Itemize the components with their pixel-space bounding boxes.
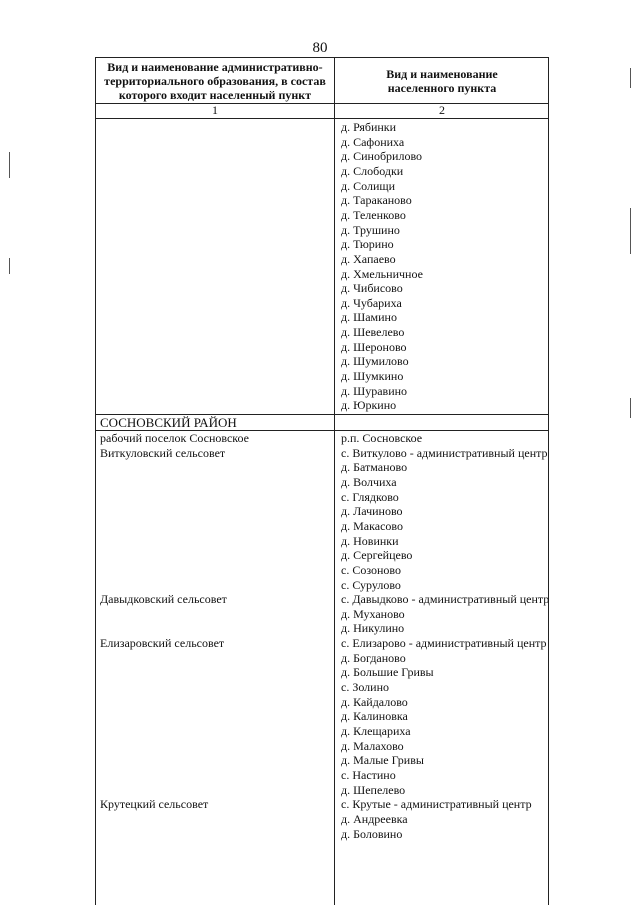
settlement-cell: д. Малые Гривы (341, 753, 424, 768)
settlement-cell: д. Шепелево (341, 782, 406, 797)
table-row (96, 621, 548, 636)
table-row (96, 695, 548, 710)
settlement-cell: с. Глядково (341, 489, 399, 504)
table-row (96, 578, 548, 593)
settlement-cell: д. Сафониха (341, 134, 405, 149)
table-row (96, 680, 548, 695)
table-row (96, 460, 548, 475)
table-row (96, 164, 548, 179)
settlement-cell: д. Синобрилово (341, 149, 423, 164)
header-admin-unit: Вид и наименование административно- территориального образования, в состав которого входит населенный пункт (104, 59, 326, 102)
table-row (96, 534, 548, 549)
settlement-cell: д. Муханово (341, 606, 405, 621)
table-row (96, 208, 548, 223)
page-number: 80 (312, 40, 328, 56)
table-row (96, 548, 548, 563)
scan-mark-left-1 (9, 152, 10, 178)
scan-mark-right-2 (630, 208, 631, 254)
table-row (96, 120, 548, 135)
table-row (96, 179, 548, 194)
header-settlement: Вид и наименование населенного пункта (386, 66, 498, 95)
settlement-cell: д. Сергейцево (341, 548, 413, 563)
table-row (96, 504, 548, 519)
settlement-cell: д. Тюрино (341, 237, 394, 252)
table-row (96, 768, 548, 783)
settlement-cell: д. Шевелево (341, 325, 405, 340)
settlement-cell: д. Шероново (341, 339, 407, 354)
settlement-cell: с. Золино (341, 680, 390, 695)
settlement-cell: д. Новинки (341, 533, 399, 548)
table-row (96, 149, 548, 164)
settlement-cell: д. Богданово (341, 650, 406, 665)
settlement-cell: д. Хапаево (341, 251, 396, 266)
column-number-row (96, 103, 548, 119)
admin-unit-cell: Елизаровский сельсовет (100, 636, 225, 651)
table-row (96, 223, 548, 238)
admin-unit-cell: Давыдковский сельсовет (100, 592, 227, 607)
settlement-cell: д. Клещариха (341, 724, 411, 738)
settlement-cell: д. Андреевка (341, 811, 408, 826)
table-row (96, 267, 548, 282)
admin-unit-cell: Крутецкий сельсовет (100, 797, 209, 812)
settlement-cell: д. Никулино (341, 621, 405, 636)
settlement-cell: д. Шамино (341, 310, 397, 325)
settlement-cell: д. Теленково (341, 207, 406, 222)
settlement-cell: с. Настино (341, 767, 396, 782)
settlement-cell: д. Шумкино (341, 369, 404, 384)
table-row (96, 797, 548, 812)
table-row (96, 592, 548, 607)
table-row (96, 135, 548, 150)
table-row (96, 325, 548, 340)
table-row (96, 709, 548, 724)
scan-mark-right-3 (630, 398, 631, 418)
settlement-cell: д. Хмельничное (341, 266, 423, 281)
settlement-cell: д. Макасово (341, 518, 403, 533)
settlement-cell: д. Шуравино (341, 383, 408, 398)
settlement-cell: д. Калиновка (341, 709, 408, 724)
settlement-cell: д. Большие Гривы (341, 665, 434, 680)
settlement-cell: д. Лачиново (341, 504, 403, 519)
settlement-cell: р.п. Сосновское (341, 431, 423, 445)
settlement-cell: д. Батманово (341, 460, 408, 475)
table-row (96, 446, 548, 461)
table-row (96, 519, 548, 534)
settlement-cell: с. Крутые - административный центр (341, 797, 532, 812)
settlement-cell: с. Виткулово - административный центр (341, 445, 548, 460)
settlement-cell: д. Трушино (341, 222, 400, 237)
settlement-cell: д. Юркино (341, 398, 397, 413)
table-row (96, 296, 548, 311)
table-row (96, 252, 548, 267)
settlement-cell: с. Давыдково - административный центр (341, 592, 550, 607)
table-row (96, 310, 548, 325)
table-row (96, 783, 548, 798)
settlement-cell: д. Малахово (341, 738, 404, 753)
table-row (96, 724, 548, 739)
scan-mark-left-2 (9, 258, 10, 274)
settlement-cell: д. Тараканово (341, 193, 412, 208)
table-row (96, 490, 548, 505)
table-row (96, 431, 548, 446)
table-row (96, 739, 548, 754)
settlement-cell: д. Чубариха (341, 295, 402, 310)
table-row (96, 369, 548, 384)
table-row (96, 665, 548, 680)
table-row (96, 354, 548, 369)
table-row (96, 651, 548, 666)
settlement-cell: д. Рябинки (341, 120, 397, 134)
settlement-cell: д. Кайдалово (341, 694, 408, 709)
column-number-1: 1 (212, 103, 218, 117)
settlement-cell: д. Шумилово (341, 354, 409, 369)
table-row (96, 753, 548, 768)
admin-unit-cell: Виткуловский сельсовет (100, 445, 226, 460)
scan-mark-right-1 (630, 68, 631, 88)
table-row (96, 237, 548, 252)
settlement-cell: д. Слободки (341, 163, 404, 178)
settlement-cell: с. Сурулово (341, 577, 401, 592)
table-row (96, 281, 548, 296)
table-row (96, 193, 548, 208)
table-row (96, 398, 548, 413)
settlements-table (95, 57, 549, 905)
column-number-2: 2 (439, 103, 445, 117)
table-row (96, 812, 548, 827)
table-row (96, 340, 548, 355)
table-row (96, 636, 548, 651)
table-row (96, 475, 548, 490)
settlement-cell: с. Елизарово - административный центр (341, 636, 547, 651)
table-row (96, 607, 548, 622)
table-header (96, 58, 548, 104)
table-row (96, 827, 548, 842)
settlement-cell: с. Созоново (341, 562, 402, 577)
admin-unit-cell: рабочий поселок Сосновское (100, 431, 250, 445)
table-row (96, 563, 548, 578)
settlement-cell: д. Чибисово (341, 281, 403, 296)
settlement-cell: д. Солищи (341, 178, 396, 193)
settlement-cell: д. Волчиха (341, 474, 397, 489)
table-row (96, 384, 548, 399)
section-title: СОСНОВСКИЙ РАЙОН (100, 415, 237, 430)
settlement-cell: д. Боловино (341, 826, 403, 841)
